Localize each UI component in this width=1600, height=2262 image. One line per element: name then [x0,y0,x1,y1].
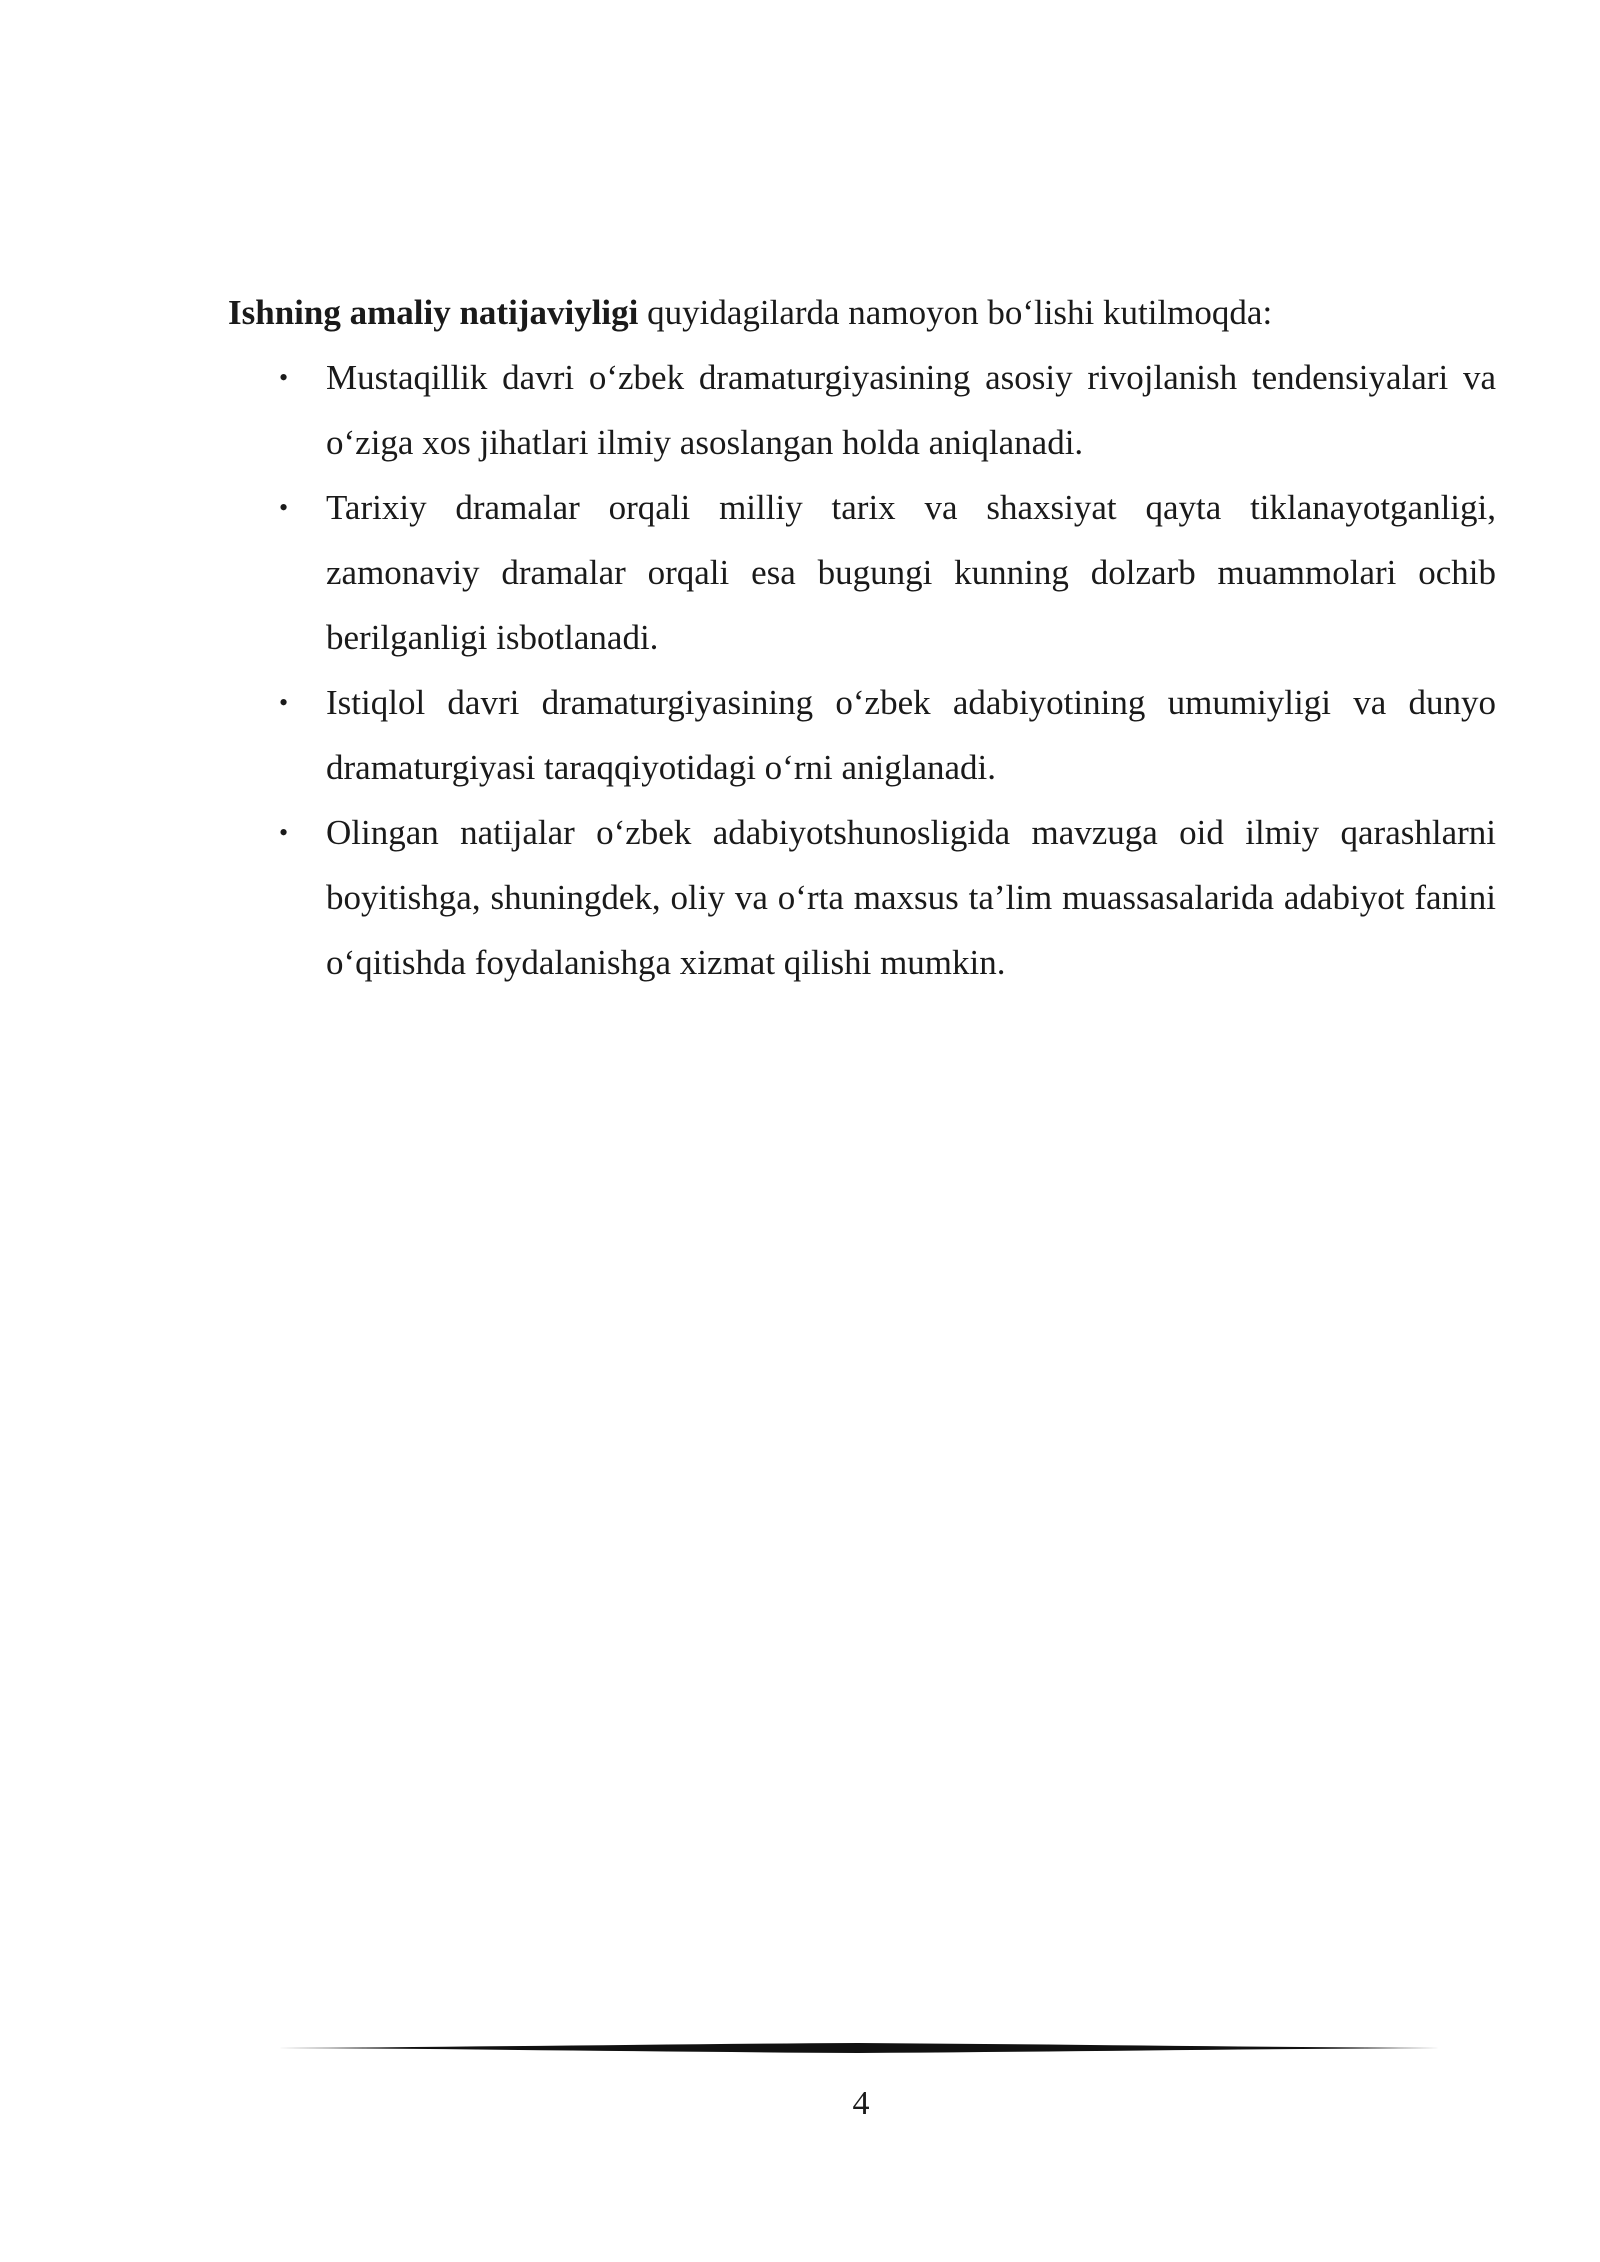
list-item-text: Tarixiy dramalar orqali milliy tarix va shaxsiyat qayta tiklanayotganligi, zamonaviy dramalar orqali esa bugungi kunning dolzarb muammolari ochib berilganligi isbotlanadi. [326,488,1496,657]
list-item-text: Olingan natijalar o‘zbek adabiyotshunosligida mavzuga oid ilmiy qarashlarni boyitishga, shuningdek, oliy va o‘rta maxsus ta’lim muassasalarida adabiyot fanini o‘qitishda foydalanishga xizmat qilishi mumkin. [326,813,1496,982]
intro-text: quyidagilarda namoyon bo‘lishi kutilmoqda: [638,293,1273,332]
list-item [228,475,1496,670]
page-body [228,280,1496,995]
intro-bold-term: Ishning amaliy natijaviyligi [228,293,639,332]
bullet-icon: • [279,363,289,392]
results-list [228,345,1496,995]
bullet-icon: • [279,818,289,847]
list-item [228,345,1496,475]
footer-divider [278,2038,1440,2058]
list-item-text: Istiqlol davri dramaturgiyasining o‘zbek adabiyotining umumiyligi va dunyo dramaturgiyasi taraqqiyotidagi o‘rni aniglanadi. [326,683,1496,787]
list-item [228,670,1496,800]
intro-paragraph [228,280,1496,345]
list-item [228,800,1496,995]
list-item-text: Mustaqillik davri o‘zbek dramaturgiyasining asosiy rivojlanish tendensiyalari va o‘ziga xos jihatlari ilmiy asoslangan holda aniqlanadi. [326,358,1496,462]
page-number: 4 [852,2085,870,2122]
bullet-icon: • [279,493,289,522]
bullet-icon: • [279,688,289,717]
